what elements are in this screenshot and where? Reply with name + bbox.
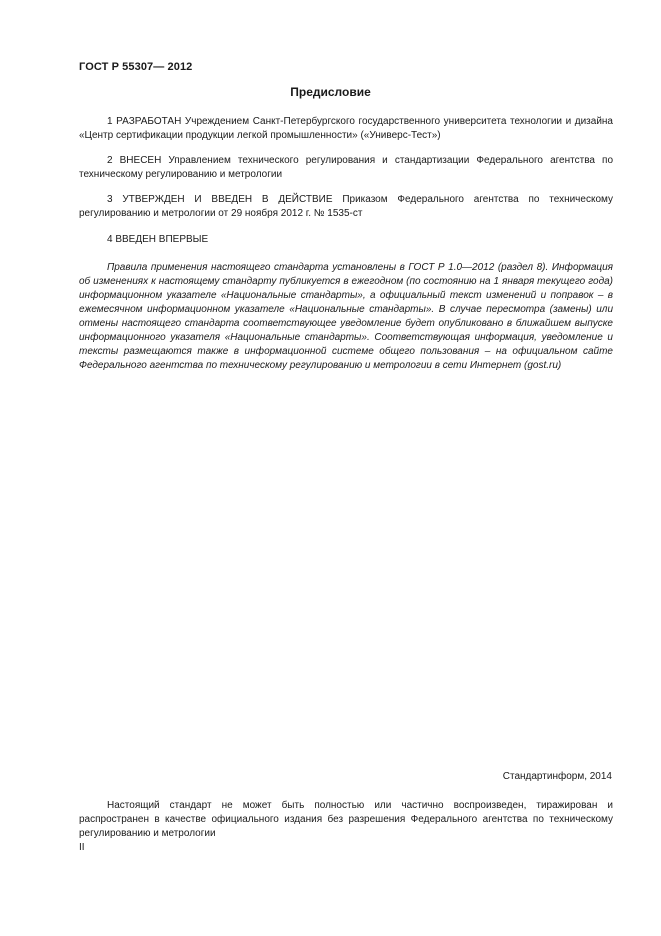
document-code: ГОСТ Р 55307— 2012 bbox=[79, 61, 193, 73]
paragraph-introduced-first: 4 ВВЕДЕН ВПЕРВЫЕ bbox=[107, 234, 209, 245]
paragraph-approved: 3 УТВЕРЖДЕН И ВВЕДЕН В ДЕЙСТВИЕ Приказом Федерального агентства по техническому регулированию и метрологии от 29 ноября 2012 г. № 1535-ст bbox=[79, 194, 613, 219]
publisher-line: Стандартинформ, 2014 bbox=[502, 771, 612, 782]
paragraph-developed-by: 1 РАЗРАБОТАН Учреждением Санкт-Петербургского государственного университета технологии и дизайна «Центр сертификации продукции легкой промышленности» («Универс-Тест») bbox=[79, 116, 613, 141]
section-title: Предисловие bbox=[290, 85, 371, 99]
copyright-notice: Настоящий стандарт не может быть полностью или частично воспроизведен, тиражирован и распространен в качестве официального издания без разрешения Федерального агентства по техническому регулированию и метрологии bbox=[79, 800, 613, 839]
paragraph-introduced-by: 2 ВНЕСЕН Управлением технического регулирования и стандартизации Федерального агентства по техническому регулированию и метрологии bbox=[79, 155, 613, 180]
paragraph-application-rules: Правила применения настоящего стандарта установлены в ГОСТ Р 1.0—2012 (раздел 8). Информация об изменениях к настоящему стандарту публикуется в ежегодном (по состоянию на 1 января текущего года) информационном указателе «Национальные стандарты», а официальный текст изменений и поправок – в ежемесячном информационном указателе «Национальные стандарты». В случае пересмотра (замены) или отмены настоящего стандарта соответствующее уведомление будет опубликовано в ближайшем выпуске информационного указателя «Национальные стандарты». Соответствующая информация, уведомление и тексты размещаются также в информационной системе общего пользования – на официальном сайте Федерального агентства по техническому регулированию и метрологии в сети Интернет (gost.ru) bbox=[79, 262, 613, 371]
page-number: II bbox=[79, 842, 85, 853]
